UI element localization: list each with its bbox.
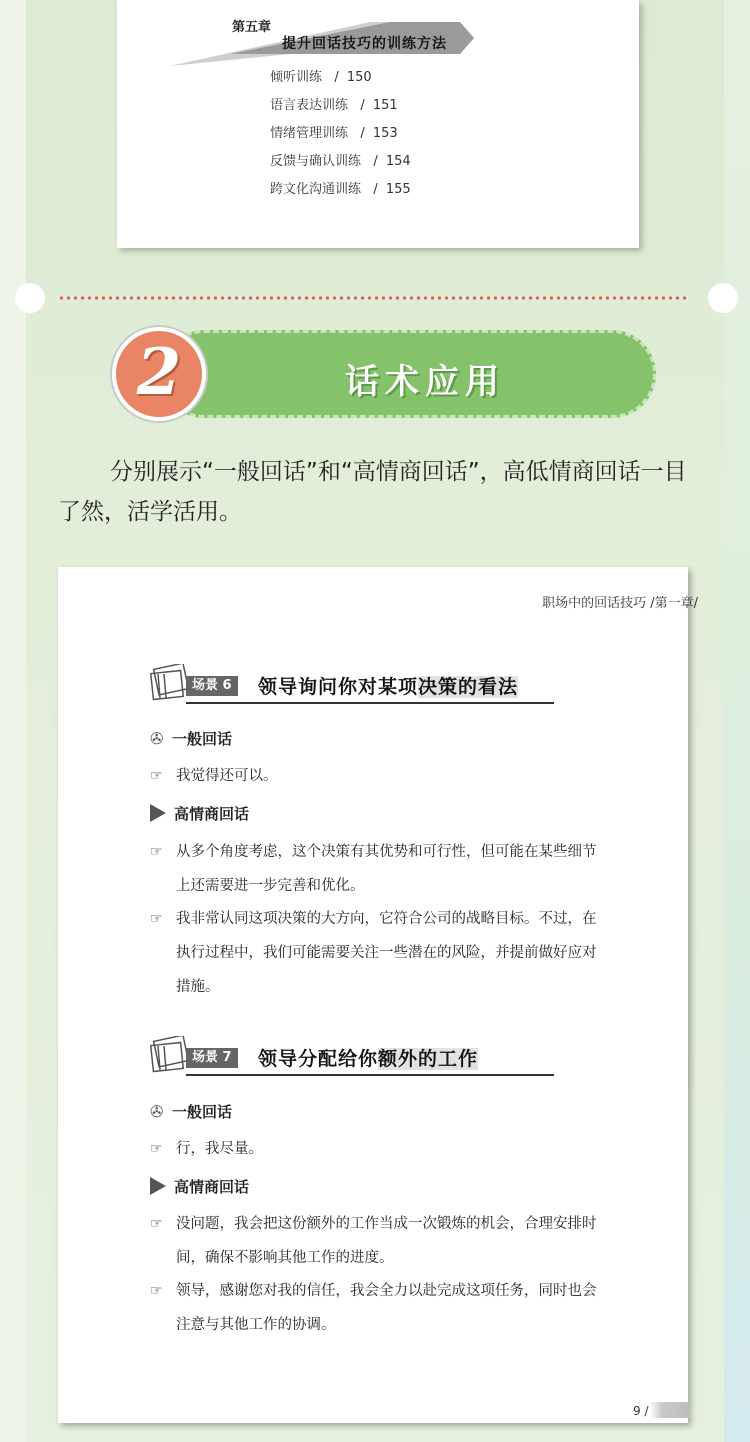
pointing-hand-icon: ☞ bbox=[150, 911, 163, 927]
chapter-title: 提升回话技巧的训练方法 bbox=[282, 36, 447, 52]
film-reel-icon: ✇ bbox=[150, 729, 164, 748]
separator-right-dot bbox=[708, 283, 738, 313]
dotted-separator bbox=[58, 296, 690, 300]
eq-reply: ☞ 我非常认同这项决策的大方向，它符合公司的战略目标。不过，在执行过程中，我们可能需要关注一些潜在的风险，并提前做好应对措施。 bbox=[150, 902, 610, 1004]
toc-item[interactable]: 倾听训练 / 150 bbox=[270, 70, 372, 85]
scene-underline bbox=[186, 1074, 554, 1076]
running-head: 职场中的回话技巧 /第一章/ bbox=[542, 596, 698, 611]
general-reply: ☞ 我觉得还可以。 bbox=[150, 759, 610, 793]
general-reply-label: ✇ 一般回话 bbox=[150, 729, 233, 748]
film-reel-icon: ✇ bbox=[150, 1102, 164, 1121]
section-number-badge: 2 bbox=[112, 327, 206, 421]
scene-header bbox=[150, 664, 570, 714]
toc-item[interactable]: 情绪管理训练 / 153 bbox=[270, 126, 398, 141]
toc-list bbox=[270, 66, 411, 206]
pointing-hand-icon: ☞ bbox=[150, 768, 163, 784]
eq-reply: ☞ 领导，感谢您对我的信任，我会全力以赴完成这项任务，同时也会注意与其他工作的协调。 bbox=[150, 1274, 610, 1342]
toc-item[interactable]: 跨文化沟通训练 / 155 bbox=[270, 182, 411, 197]
scene-header bbox=[150, 1036, 570, 1086]
page-number: 9 / bbox=[633, 1404, 649, 1418]
section-title: 话术应用 bbox=[345, 362, 505, 402]
scene-underline bbox=[186, 702, 554, 704]
general-reply-label: ✇ 一般回话 bbox=[150, 1102, 233, 1121]
section-intro: 分别展示“一般回话”和“高情商回话”，高低情商回话一目了然，活学活用。 bbox=[58, 459, 687, 525]
pointing-hand-icon: ☞ bbox=[150, 1283, 163, 1299]
pointing-hand-icon: ☞ bbox=[150, 844, 163, 860]
scene-badge: 场景 6 bbox=[186, 676, 238, 696]
eq-reply-label: 高情商回话 bbox=[150, 803, 249, 825]
left-edge bbox=[0, 0, 26, 1442]
page-corner bbox=[650, 1402, 690, 1418]
eq-reply: ☞ 没问题，我会把这份额外的工作当成一次锻炼的机会，合理安排时间，确保不影响其他工作的进度。 bbox=[150, 1207, 610, 1275]
chapter-number: 第五章 bbox=[232, 20, 272, 35]
separator-left-dot bbox=[15, 283, 45, 313]
pointing-hand-icon: ☞ bbox=[150, 1141, 163, 1157]
right-edge bbox=[724, 0, 750, 1442]
eq-reply: ☞ 从多个角度考虑，这个决策有其优势和可行性，但可能在某些细节上还需要进一步完善和优化。 bbox=[150, 835, 610, 903]
scene-title: 领导分配给你额外的工作 bbox=[258, 1048, 479, 1070]
scene-badge: 场景 7 bbox=[186, 1048, 238, 1068]
general-reply: ☞ 行，我尽量。 bbox=[150, 1132, 610, 1166]
scene-title: 领导询问你对某项决策的看法 bbox=[258, 676, 519, 698]
pointing-hand-icon: ☞ bbox=[150, 1216, 163, 1232]
play-triangle-icon bbox=[150, 804, 166, 822]
play-triangle-icon bbox=[150, 1177, 166, 1195]
toc-item[interactable]: 反馈与确认训练 / 154 bbox=[270, 154, 411, 169]
toc-item[interactable]: 语言表达训练 / 151 bbox=[270, 98, 398, 113]
eq-reply-label: 高情商回话 bbox=[150, 1176, 249, 1198]
